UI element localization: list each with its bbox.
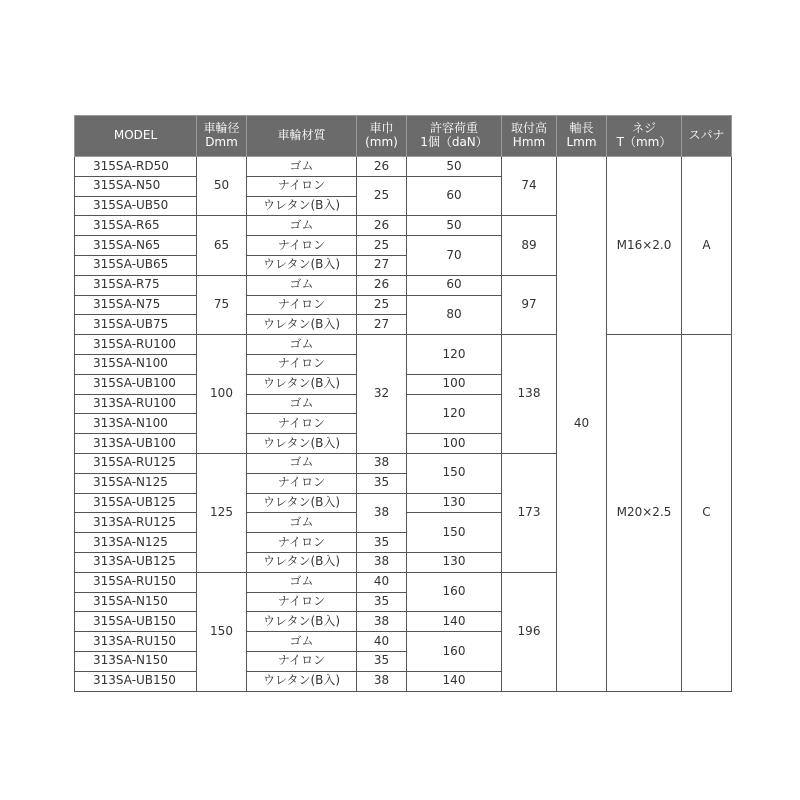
spec-cell: 38: [357, 552, 407, 572]
material-cell: ゴム: [247, 513, 357, 533]
model-cell: 315SA-UB65: [75, 255, 197, 275]
header-height-label: 取付高: [510, 121, 547, 136]
model-cell: 313SA-N150: [75, 651, 197, 671]
spec-cell: 160: [407, 572, 502, 612]
header-material: [247, 116, 357, 157]
header-thread: [607, 116, 682, 157]
material-cell: ウレタン(B入): [247, 493, 357, 513]
spec-cell: 25: [357, 236, 407, 256]
spec-cell: 50: [407, 157, 502, 177]
material-cell: ゴム: [247, 572, 357, 592]
material-cell: ウレタン(B入): [247, 671, 357, 691]
spec-cell: 100: [407, 374, 502, 394]
model-cell: 315SA-N100: [75, 354, 197, 374]
spec-cell: 35: [357, 473, 407, 493]
model-cell: 315SA-UB100: [75, 374, 197, 394]
spec-cell: 173: [502, 453, 557, 572]
model-cell: 315SA-N50: [75, 176, 197, 196]
spec-cell: 27: [357, 315, 407, 335]
caster-spec-table: [74, 115, 732, 692]
header-axle: [557, 116, 607, 157]
spec-cell: 60: [407, 275, 502, 295]
spec-cell: 40: [557, 157, 607, 692]
spec-cell: 27: [357, 255, 407, 275]
spec-cell: 25: [357, 295, 407, 315]
material-cell: ナイロン: [247, 236, 357, 256]
material-cell: ウレタン(B入): [247, 612, 357, 632]
spec-cell: 65: [197, 216, 247, 275]
spec-cell: 80: [407, 295, 502, 335]
spec-cell: A: [682, 157, 732, 335]
spec-cell: 100: [407, 434, 502, 454]
model-cell: 315SA-N150: [75, 592, 197, 612]
spec-cell: 125: [197, 453, 247, 572]
material-cell: ウレタン(B入): [247, 255, 357, 275]
header-spanner: [682, 116, 732, 157]
spec-cell: 40: [357, 632, 407, 652]
material-cell: ナイロン: [247, 651, 357, 671]
spec-cell: 150: [197, 572, 247, 691]
spec-cell: 35: [357, 651, 407, 671]
model-cell: 315SA-UB125: [75, 493, 197, 513]
header-load: [407, 116, 502, 157]
header-thread-unit: T（mm）: [616, 135, 672, 149]
material-cell: ウレタン(B入): [247, 374, 357, 394]
spec-cell: 89: [502, 216, 557, 275]
header-diameter-unit: Dmm: [205, 135, 238, 149]
model-cell: 315SA-RD50: [75, 157, 197, 177]
material-cell: ナイロン: [247, 592, 357, 612]
spec-cell: 196: [502, 572, 557, 691]
spec-cell: 40: [357, 572, 407, 592]
material-cell: ナイロン: [247, 473, 357, 493]
header-material-label: 車輪材質: [277, 128, 326, 143]
header-width: [357, 116, 407, 157]
table-body: [75, 157, 732, 692]
material-cell: ウレタン(B入): [247, 552, 357, 572]
spec-cell: 100: [197, 335, 247, 454]
spec-cell: 120: [407, 394, 502, 434]
material-cell: ウレタン(B入): [247, 434, 357, 454]
model-cell: 315SA-UB150: [75, 612, 197, 632]
model-cell: 313SA-RU150: [75, 632, 197, 652]
model-cell: 313SA-N125: [75, 533, 197, 553]
spec-cell: 38: [357, 453, 407, 473]
model-cell: 313SA-RU100: [75, 394, 197, 414]
model-cell: 313SA-RU125: [75, 513, 197, 533]
header-height-unit: Hmm: [512, 135, 546, 149]
header-row: [75, 116, 732, 157]
spec-cell: 50: [407, 216, 502, 236]
material-cell: ゴム: [247, 394, 357, 414]
header-model: [75, 116, 197, 157]
spec-cell: 130: [407, 493, 502, 513]
header-width-label: 車巾: [369, 121, 394, 136]
spec-cell: 75: [197, 275, 247, 334]
spec-cell: 25: [357, 176, 407, 216]
material-cell: ゴム: [247, 216, 357, 236]
table-row: [75, 157, 732, 177]
material-cell: ナイロン: [247, 414, 357, 434]
spec-cell: M16×2.0: [607, 157, 682, 335]
material-cell: ナイロン: [247, 176, 357, 196]
spec-cell: 32: [357, 335, 407, 454]
spec-cell: 26: [357, 216, 407, 236]
material-cell: ゴム: [247, 632, 357, 652]
header-model-label: MODEL: [113, 128, 158, 143]
spec-cell: 38: [357, 612, 407, 632]
spec-cell: 150: [407, 453, 502, 493]
header-load-label: 許容荷重: [429, 121, 478, 136]
table-header: [75, 116, 732, 157]
spec-cell: 150: [407, 513, 502, 553]
spec-cell: 50: [197, 157, 247, 216]
spec-cell: 120: [407, 335, 502, 375]
spec-cell: M20×2.5: [607, 335, 682, 691]
material-cell: ナイロン: [247, 533, 357, 553]
spec-cell: 35: [357, 533, 407, 553]
material-cell: ナイロン: [247, 295, 357, 315]
header-diameter: [197, 116, 247, 157]
header-thread-label: ネジ: [631, 121, 656, 136]
spec-cell: 97: [502, 275, 557, 334]
spec-cell: 38: [357, 493, 407, 533]
spec-cell: 38: [357, 671, 407, 691]
spec-cell: 74: [502, 157, 557, 216]
material-cell: ゴム: [247, 157, 357, 177]
model-cell: 315SA-R65: [75, 216, 197, 236]
model-cell: 315SA-N75: [75, 295, 197, 315]
table-row: [75, 335, 732, 355]
header-spanner-label: スパナ: [688, 128, 725, 143]
spec-cell: 130: [407, 552, 502, 572]
spec-cell: 60: [407, 176, 502, 216]
header-axle-unit: Lmm: [566, 135, 597, 149]
model-cell: 315SA-RU100: [75, 335, 197, 355]
model-cell: 315SA-UB75: [75, 315, 197, 335]
spec-cell: 35: [357, 592, 407, 612]
spec-cell: 140: [407, 612, 502, 632]
material-cell: ナイロン: [247, 354, 357, 374]
material-cell: ゴム: [247, 335, 357, 355]
spec-cell: C: [682, 335, 732, 691]
material-cell: ウレタン(B入): [247, 315, 357, 335]
spec-cell: 138: [502, 335, 557, 454]
spec-cell: 70: [407, 236, 502, 276]
model-cell: 315SA-RU125: [75, 453, 197, 473]
model-cell: 315SA-N125: [75, 473, 197, 493]
header-diameter-label: 車輪径: [203, 121, 240, 136]
material-cell: ウレタン(B入): [247, 196, 357, 216]
model-cell: 313SA-UB100: [75, 434, 197, 454]
model-cell: 315SA-N65: [75, 236, 197, 256]
spec-cell: 160: [407, 632, 502, 672]
model-cell: 315SA-RU150: [75, 572, 197, 592]
model-cell: 315SA-UB50: [75, 196, 197, 216]
material-cell: ゴム: [247, 275, 357, 295]
spec-cell: 26: [357, 275, 407, 295]
header-width-unit: (mm): [365, 135, 398, 149]
spec-cell: 26: [357, 157, 407, 177]
header-axle-label: 軸長: [569, 121, 594, 136]
header-height: [502, 116, 557, 157]
header-load-unit: 1個（daN）: [420, 135, 488, 149]
model-cell: 313SA-UB125: [75, 552, 197, 572]
model-cell: 313SA-N100: [75, 414, 197, 434]
model-cell: 313SA-UB150: [75, 671, 197, 691]
material-cell: ゴム: [247, 453, 357, 473]
spec-cell: 140: [407, 671, 502, 691]
model-cell: 315SA-R75: [75, 275, 197, 295]
